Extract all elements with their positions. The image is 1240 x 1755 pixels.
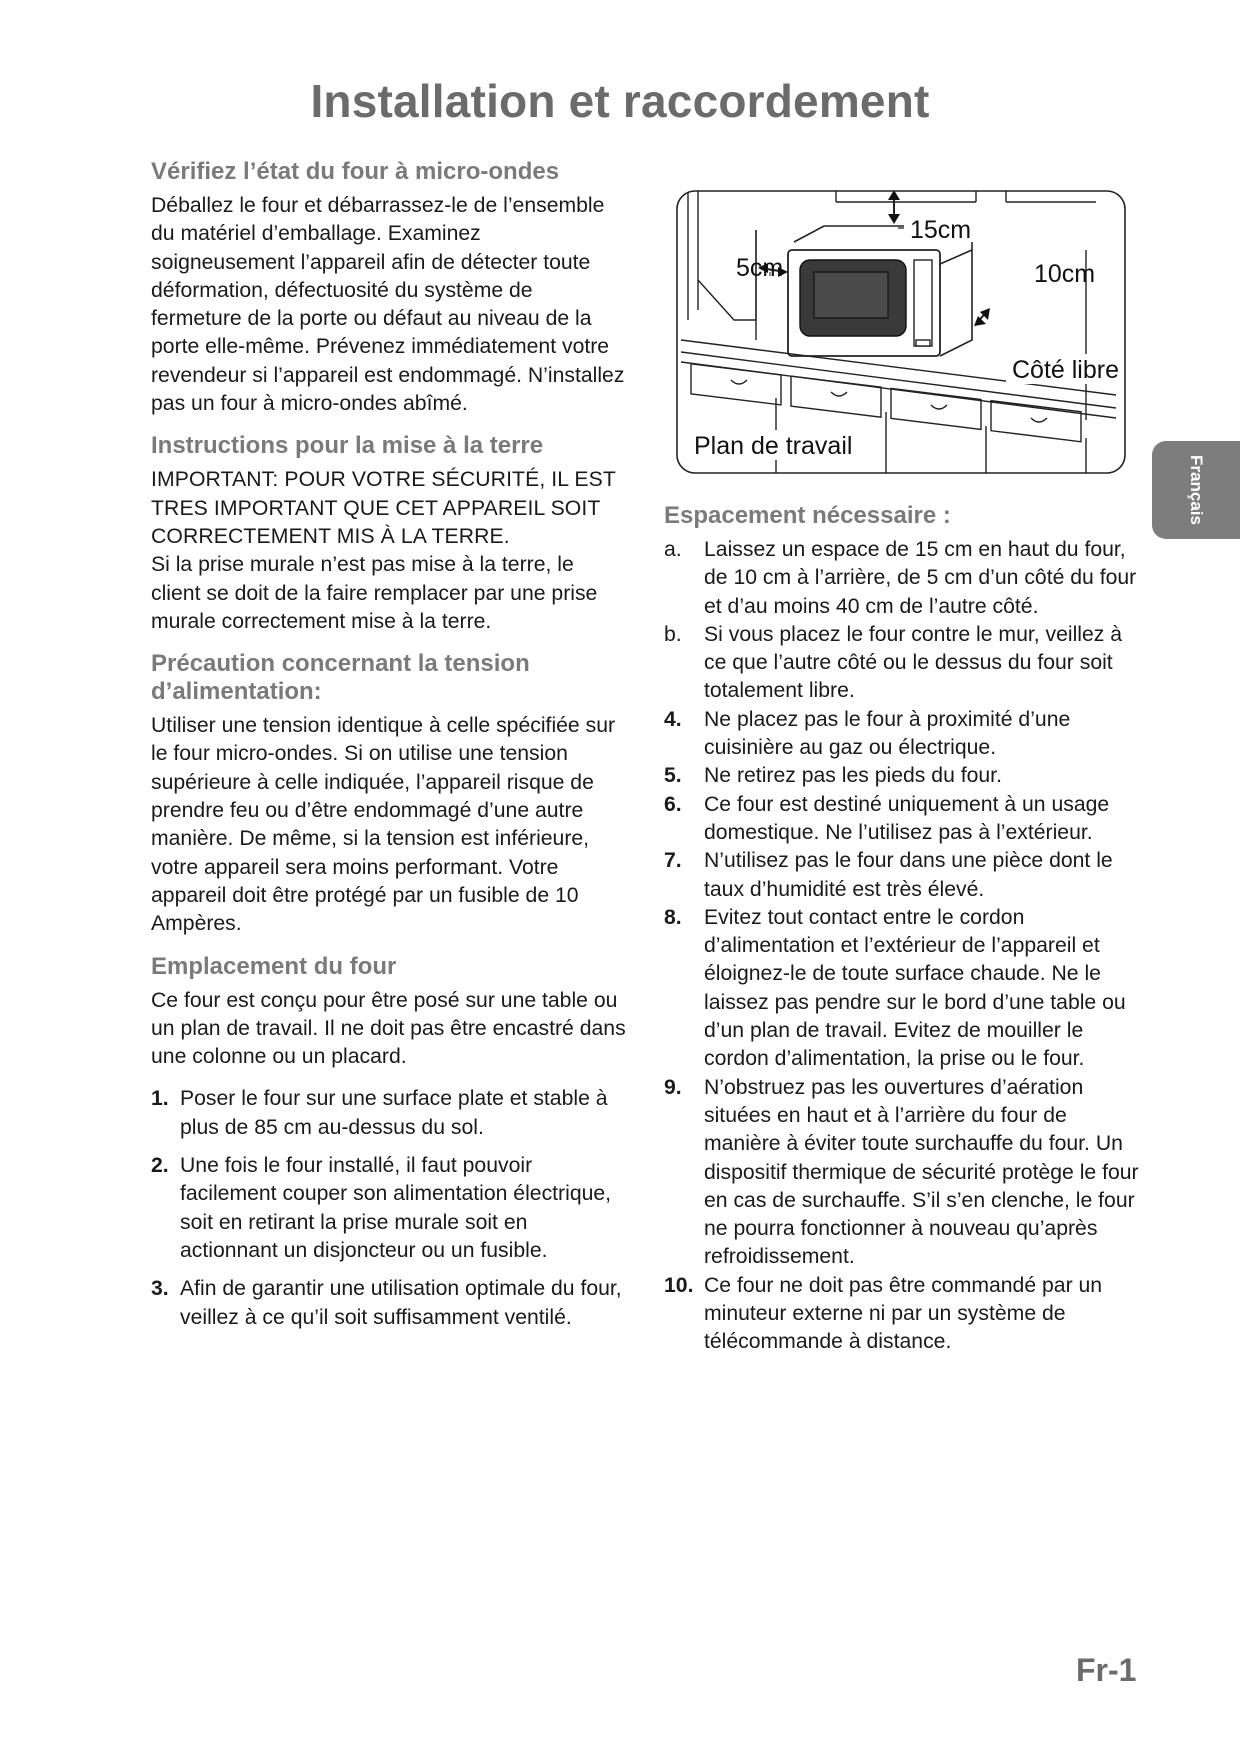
location-list [151,1085,627,1331]
section-text-location: Ce four est conçu pour être posé sur une table ou un plan de travail. Il ne doit pas être encastré dans une colonne ou un placard. [151,988,626,1069]
list-item: 5. Ne retirez pas les pieds du four. [664,764,1002,788]
list-item: 10. Ce four ne doit pas être commandé par un minuteur externe ni par un système de télécommande à distance. [664,1273,1103,1354]
section-heading-spacing: Espacement nécessaire : [664,502,951,529]
right-column [664,158,1146,1357]
list-item: b. Si vous placez le four contre le mur, veillez à ce que l’autre côté ou le dessus du four soit totalement libre. [664,622,1123,703]
section-heading-location: Emplacement du four [151,952,397,980]
spacing-list [664,536,1146,1357]
section-heading-grounding: Instructions pour la mise à la terre [151,432,544,460]
list-item: 1. Poser le four sur une surface plate et stable à plus de 85 cm au-dessus du sol. [151,1087,608,1139]
list-item: 9. N’obstruez pas les ouvertures d’aération situées en haut et à l’arrière du four de manière à éviter toute surchauffe du four. Un dispositif thermique de sécurité protège le four en cas de surchauffe. S’il s’en clenche, le four ne pourra fonctionner à nouveau qu’après refroidissement. [664,1075,1139,1269]
list-item: a. Laissez un espace de 15 cm en haut du four, de 10 cm à l’arrière, de 5 cm d’un côté du four et d’au moins 40 cm de l’autre côté. [664,538,1137,618]
grounding-important-notice: IMPORTANT: POUR VOTRE SÉCURITÉ, IL EST TRES IMPORTANT QUE CET APPAREIL SOIT CORRECTEMENT MIS À LA TERRE. [151,468,616,548]
section-text-voltage: Utiliser une tension identique à celle spécifiée sur le four micro-ondes. Si on utilise une tension supérieure à celle indiquée, l’appareil risque de prendre feu ou d’être endommagé d’une autre manière. De même, si la tension est inférieure, votre appareil sera moins performant. Votre appareil doit être protégé par un fusible de 10 Ampères. [151,714,616,936]
list-item: 6. Ce four est destiné uniquement à un usage domestique. Ne l’utilisez pas à l’extérieur. [664,792,1110,844]
section-text-grounding: Si la prise murale n’est pas mise à la terre, le client se doit de la faire remplacer par une prise murale correctement mise à la terre. [151,553,598,633]
language-tab[interactable] [1152,441,1240,539]
label-5cm: 5cm [736,254,784,282]
section-text-check: Déballez le four et débarrassez-le de l’ensemble du matériel d’emballage. Examinez soigneusement l’appareil afin de détecter toute déformation, défectuosité du système de fermeture de la porte ou défaut au niveau de la porte elle-même. Prévenez immédiatement votre revendeur si l’appareil est endommagé. N’installez pas un four à micro-ondes abîmé. [151,194,625,416]
section-heading-check: Vérifiez l’état du four à micro-ondes [151,158,560,185]
label-free-side: Côté libre [1012,356,1119,384]
list-item: 8. Evitez tout contact entre le cordon d’alimentation et l’extérieur de l’appareil et éloignez-le de toute surface chaude. Ne le laissez pas pendre sur le bord d’une table ou d’un plan de travail. Evitez de mouiller le cordon d’alimentation, la prise ou le four. [664,905,1126,1071]
left-column [151,158,627,1342]
list-item: 4. Ne placez pas le four à proximité d’une cuisinière au gaz ou électrique. [664,707,1071,760]
section-heading-voltage: Précaution concernant la tension d’alimentation: [151,650,530,706]
list-item: 2. Une fois le four installé, il faut pouvoir facilement couper son alimentation électrique, soit en retirant la prise murale soit en actionnant un disjoncteur ou un fusible. [151,1154,612,1262]
list-item: 3. Afin de garantir une utilisation optimale du four, veillez à ce qu’il soit suffisamment ventilé. [151,1277,622,1329]
clearance-diagram [676,190,1126,474]
label-10cm: 10cm [1034,260,1096,288]
label-worktop: Plan de travail [694,432,853,460]
page-title: Installation et raccordement [310,75,930,127]
list-item: 7. N’utilisez pas le four dans une pièce dont le taux d’humidité est très élevé. [664,849,1113,901]
label-15cm: 15cm [910,216,972,244]
page-number: Fr-1 [1076,1652,1137,1688]
language-tab-label: Français [1187,455,1206,525]
